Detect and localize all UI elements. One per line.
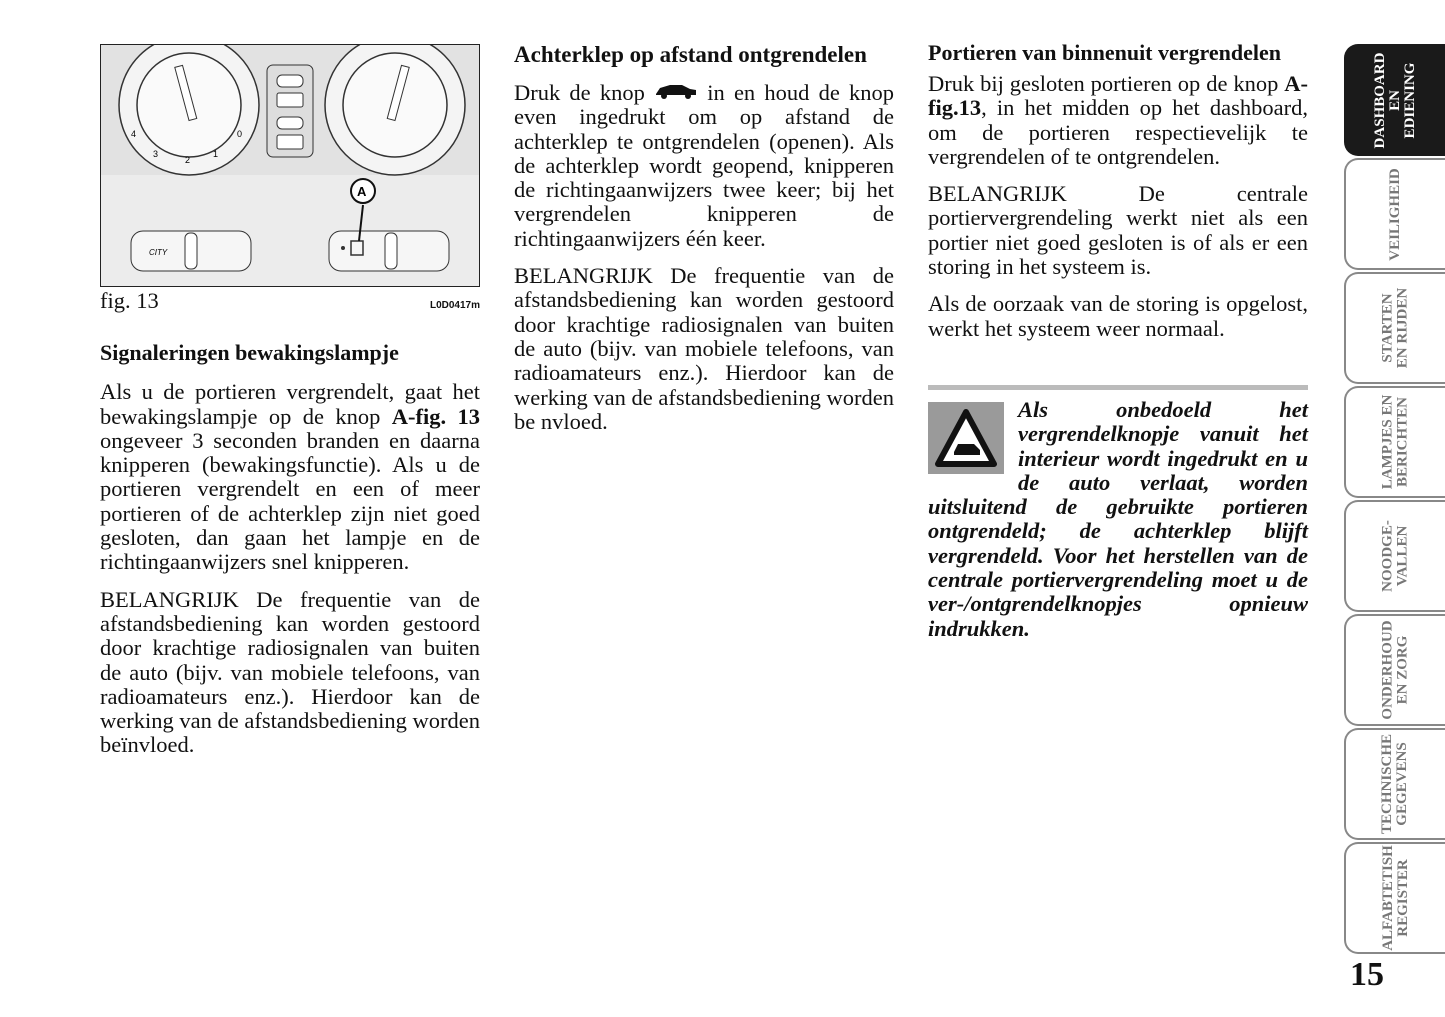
section-heading: Signaleringen bewakingslampje [100, 340, 399, 366]
figure-dashboard-controls [100, 44, 480, 287]
page-number: 15 [1350, 956, 1384, 993]
tab-technische[interactable]: TECHNISCHE GEGEVENS [1344, 728, 1445, 840]
tab-lampjes[interactable]: LAMPJES EN BERICHTEN [1344, 386, 1445, 498]
svg-text:1: 1 [213, 149, 219, 159]
car-tailgate-icon [654, 80, 698, 105]
svg-text:CITY: CITY [149, 248, 168, 257]
svg-text:0: 0 [237, 129, 243, 139]
tab-noodgevallen[interactable]: NOODGE- VALLEN [1344, 500, 1445, 612]
figure-code: L0D0417m [429, 300, 480, 311]
tab-onderhoud[interactable]: ONDERHOUD EN ZORG [1344, 614, 1445, 726]
paragraph: BELANGRIJK De centrale portiervergrendeling werkt niet als een portier niet goed gesloten is of als er een storing in het systeem is. [928, 181, 1308, 280]
svg-text:4: 4 [131, 129, 137, 139]
warning-block: Als onbedoeld het vergrendelknopje vanuit het interieur wordt ingedrukt en u de auto verlaat, worden uitsluitend de gebruikte portieren ontgrendeld; de achterklep blijft vergrendeld. Voor het herstellen van de centrale portiervergrendeling moet u de ver-/ontgrendelknopjes opnieuw indrukken. [928, 396, 1308, 641]
column-1 [100, 44, 480, 771]
svg-text:3: 3 [153, 149, 159, 159]
svg-text:A: A [357, 184, 367, 199]
paragraph: Druk de knop in en houd de knop even ingedrukt om op afstand de achterklep te ontgrendelen (openen). Als de achterklep wordt geopend, knipperen de richtingaanwijzers twee keer; bij het vergrendelen knipperen de richtingaanwijzers één keer. [514, 80, 894, 251]
svg-text:2: 2 [185, 155, 191, 165]
section-heading: Portieren van binnenuit vergrendelen [928, 40, 1282, 65]
column-3 [928, 40, 1308, 641]
paragraph: Als u de portieren vergrendelt, gaat het bewakingslampje op de knop A-fig. 13 ongeveer 3 seconden branden en daarna knipperen (bewakingsfunctie). Als u de portieren vergrendelt en een of meer portieren of de achterklep zijn niet goed gesloten, dan gaan het lampje en de richtingaanwijzers snel knipperen. [100, 379, 480, 575]
tab-starten[interactable]: STARTEN EN RIJDEN [1344, 272, 1445, 384]
paragraph: Druk bij gesloten portieren op de knop A-fig.13, in het midden op het dashboard, om de portieren respectievelijk te vergrendelen of te ontgrendelen. [928, 71, 1308, 169]
paragraph: BELANGRIJK De frequentie van de afstandsbediening kan worden gestoord door krachtige radiosignalen van buiten de auto (bijv. van mobiele telefoons, van radioamateurs enz.). Hierdoor kan de werking van de afstandsbediening worden beïnvloed. [100, 586, 480, 758]
tab-register[interactable]: ALFABTETISH REGISTER [1344, 842, 1445, 954]
warning-divider [928, 385, 1308, 390]
paragraph: Als de oorzaak van de storing is opgelost, werkt het systeem weer normaal. [928, 291, 1308, 341]
warning-triangle-icon [928, 402, 1004, 474]
tab-dashboard[interactable]: DASHBOARD EN EDIENING [1344, 44, 1445, 156]
section-heading: Achterklep op afstand ontgrendelen [514, 42, 867, 67]
paragraph: BELANGRIJK De frequentie van de afstandsbediening kan worden gestoord door krachtige radiosignalen van buiten de auto (bijv. van mobiele telefoons, van radioamateurs enz.). Hierdoor kan de werking van de afstandsbediening worden be nvloed. [514, 263, 894, 434]
tab-veiligheid[interactable]: VEILIGHEID [1344, 158, 1445, 270]
column-2 [514, 40, 894, 447]
dashboard-illustration [101, 45, 479, 286]
figure-caption: fig. 13 [100, 288, 159, 313]
